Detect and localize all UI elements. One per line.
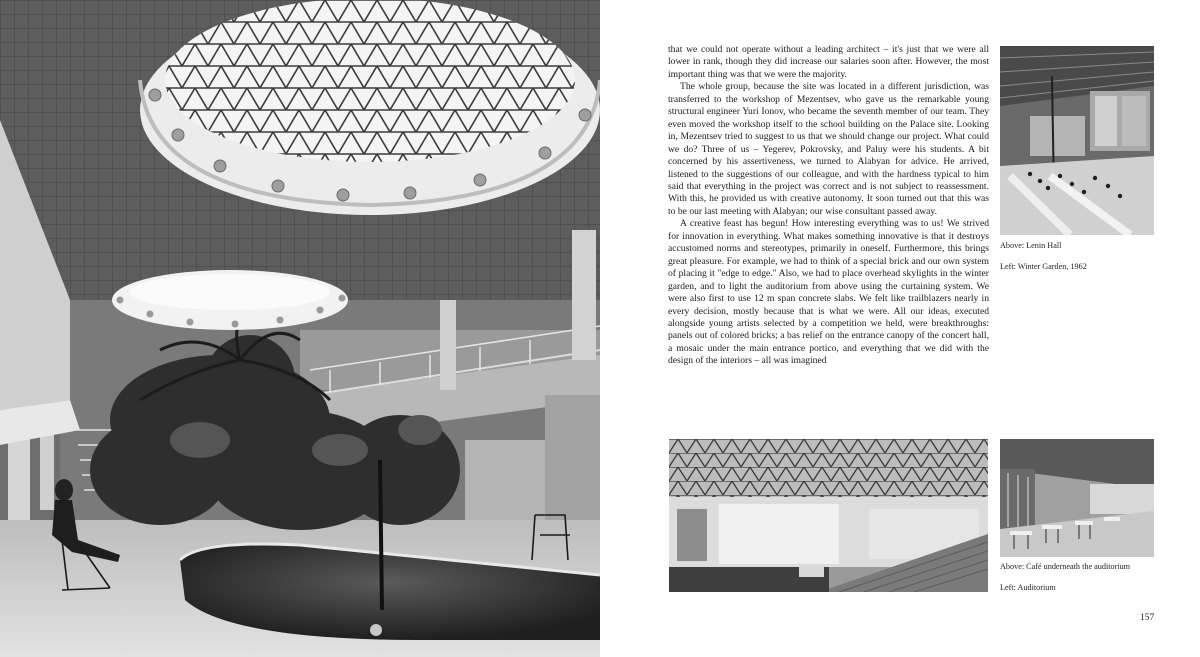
cafe-illustration [1000,439,1154,557]
paragraph: The whole group, because the site was located in a different jurisdiction, was transferred to the workshop of Mezentsev, who gave us the remarkable young structural engineer Yuri Ionov, who became the seventh member of our team. They even moved the workshop itself to the school building on the Palace site. Looking in, Mezentsev tried to suggest to us that we should change our project. What could we do? Three of us – Yegerev, Pokrovsky, and Paluy were his students. A bit concerned by his assertiveness, we turned to Alabyan for advice. He arrived, listened to the suggestions of our colleague, and with the hardness typical to him said that everything in the project was correct and is not subject to reassessment. With this, he provided us with creative autonomy. It soon turned out that this was to be our last meeting with Alabyan; our wise consultant passed away. [668,81,989,217]
caption-lenin-hall: Above: Lenin Hall [1000,241,1062,250]
page-number: 157 [1140,613,1155,623]
lenin-hall-illustration [1000,46,1154,235]
caption-auditorium: Left: Auditorium [1000,583,1056,592]
cafe-photo [1000,439,1154,557]
paragraph: A creative feast has begun! How interesting everything was to us! We strived for innovation in everything. What makes something innovative is that it destroys accustomed norms and stereotypes, primarily in oneself. Furthermore, this brings great pleasure. For example, we had to think of a special brick and our own system of placing it "edge to edge." Also, we had to place overhead skylights in the winter garden, and to light the auditorium from above using the curtaining system. We were also first to use 12 m span concrete slabs. We felt like trailblazers nearly in every decision, mostly because that is what we were. All our ideas, executed alongside young artists selected by a competition we held, were breakthroughs: panels out of colored bricks; a bas relief on the entrance canopy of the concert hall, a mosaic under the main entrance portico, and everything that we did with the design of the interiors – all was imagined [668,218,989,367]
lenin-hall-photo [1000,46,1154,235]
right-page [600,0,1200,657]
caption-winter-garden: Left: Winter Garden, 1962 [1000,262,1087,271]
caption-cafe: Above: Café underneath the auditorium [1000,562,1131,571]
auditorium-photo [669,439,988,592]
paragraph: that we could not operate without a leading architect – it's just that we were all lower in rank, though they did increase our salaries soon after. However, the most important thing was that we were the majority. [668,44,989,80]
body-text [668,44,989,368]
auditorium-illustration [669,439,988,592]
